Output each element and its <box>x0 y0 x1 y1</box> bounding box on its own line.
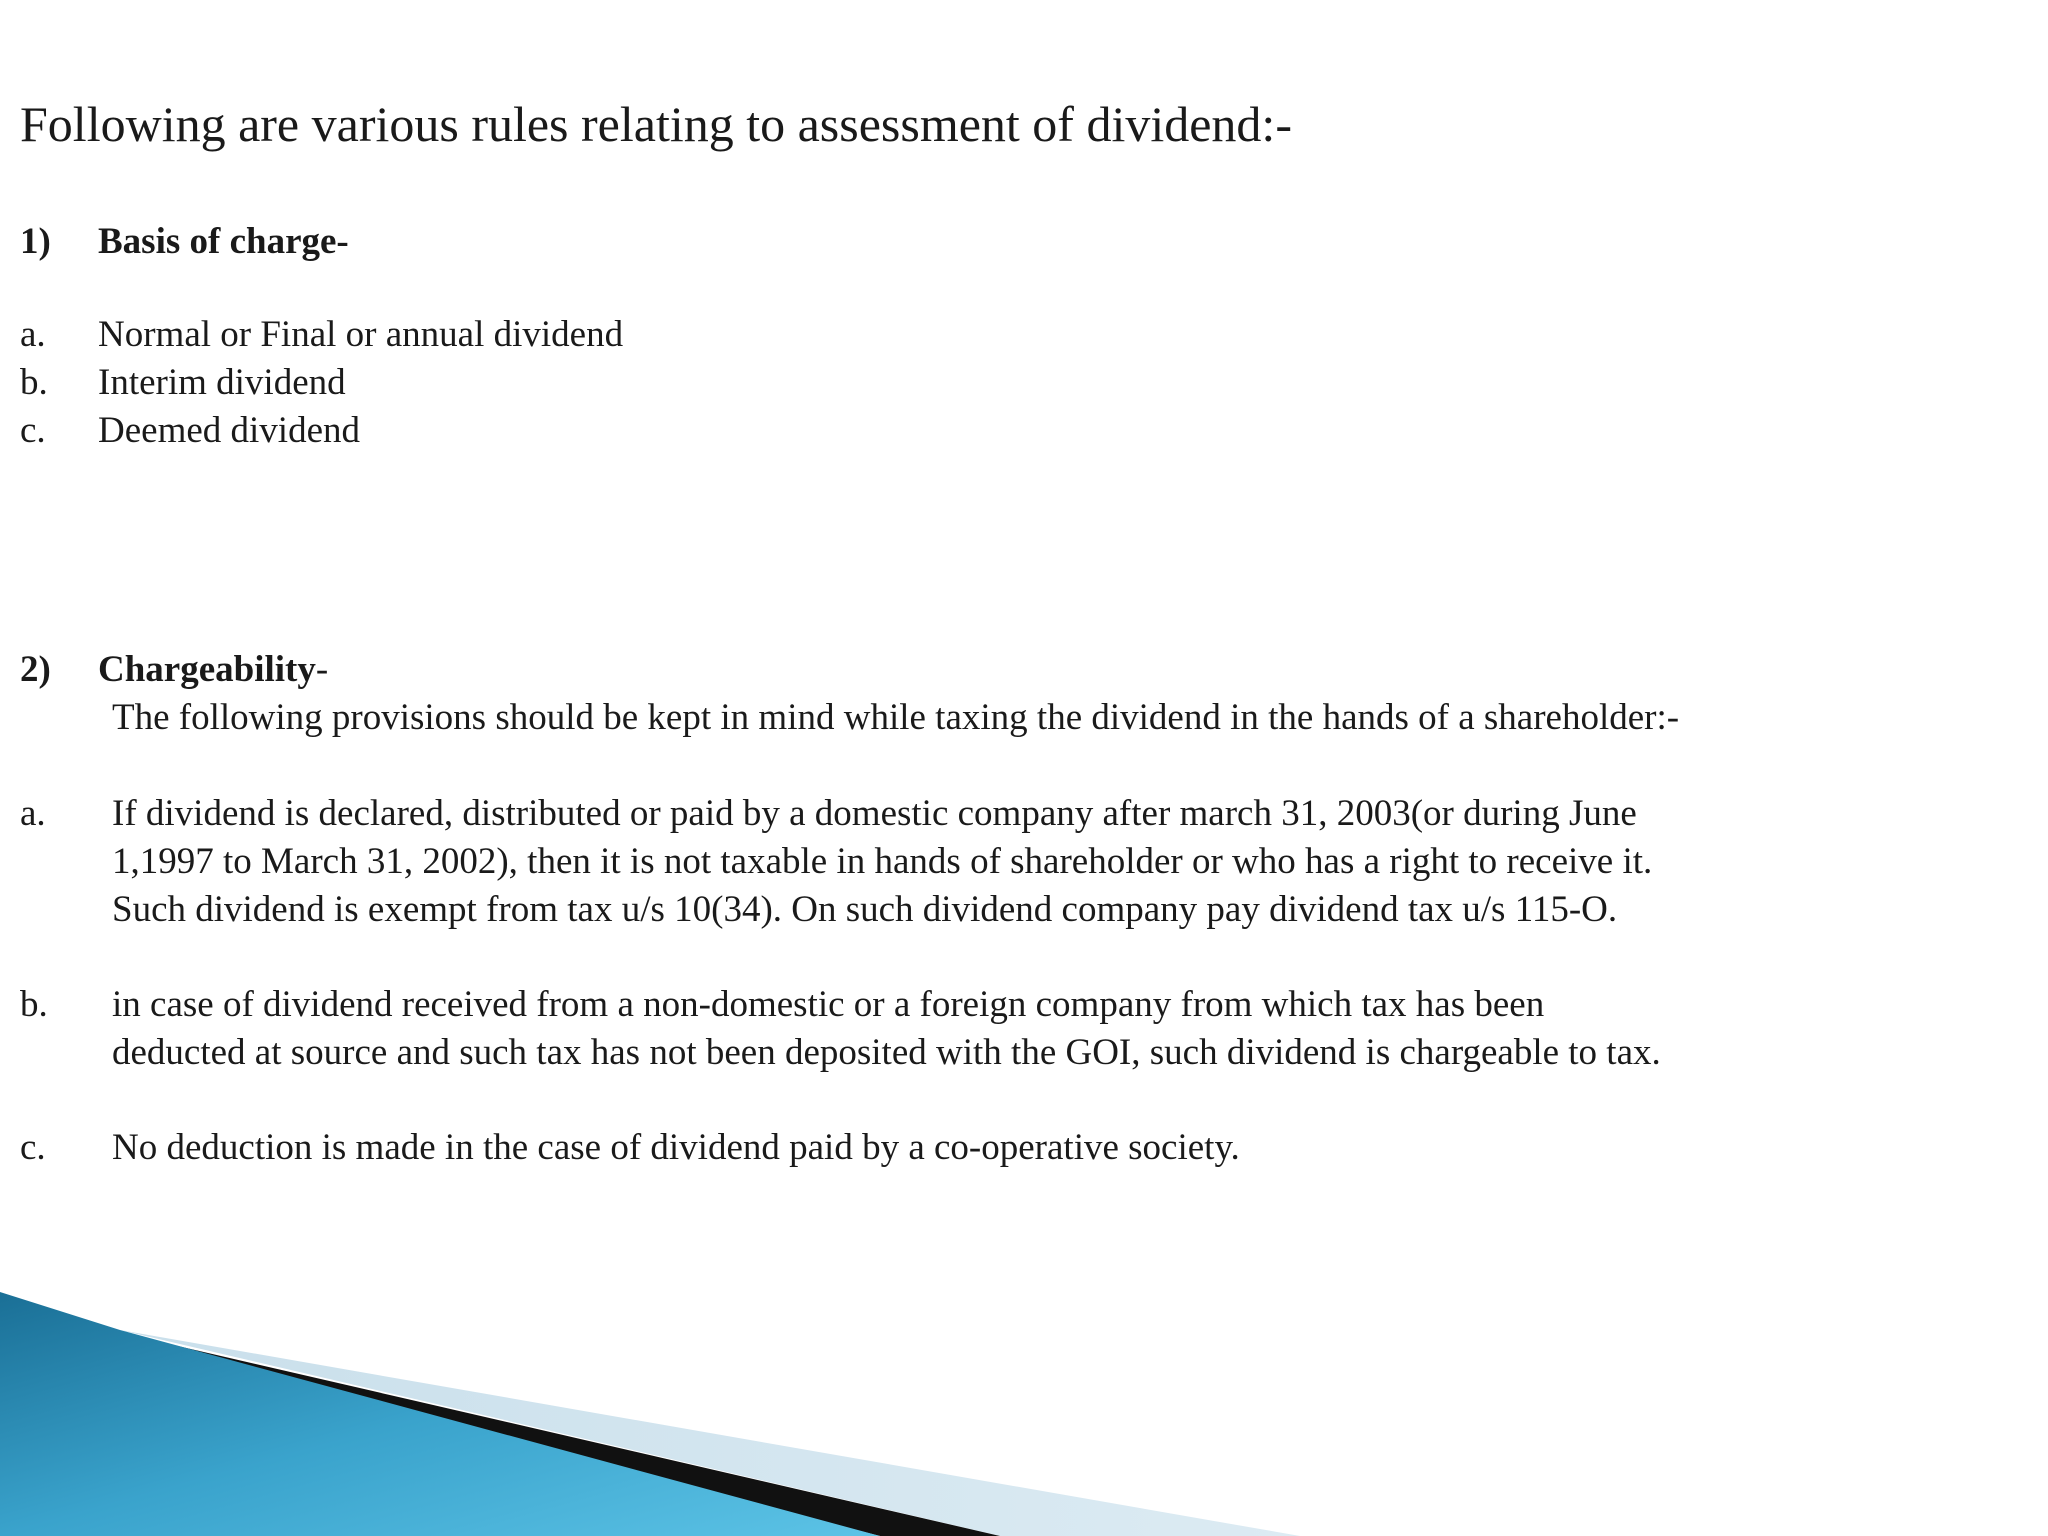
item-text: Normal or Final or annual dividend <box>98 314 624 355</box>
decorative-swoosh <box>0 1280 2048 1536</box>
para-line: No deduction is made in the case of dividend paid by a co-operative society. <box>112 1127 1240 1168</box>
section-1-number: 1) <box>20 221 51 262</box>
section-2-intro: The following provisions should be kept in mind while taxing the dividend in the hands of a shareholder:- <box>112 697 1680 738</box>
section-2-item-c-text <box>112 1124 2012 1172</box>
section-2-item-c-marker: c. <box>20 1127 46 1168</box>
section-2-item-b-text <box>112 981 2012 1077</box>
slide-heading: Following are various rules relating to assessment of dividend:- <box>20 96 1292 152</box>
section-2-title: Chargeability <box>98 649 316 690</box>
para-line: deducted at source and such tax has not been deposited with the GOI, such dividend is chargeable to tax. <box>112 1032 1661 1073</box>
item-marker: b. <box>20 362 48 403</box>
section-2-title-wrap <box>98 646 328 694</box>
item-marker: c. <box>20 410 46 451</box>
section-2-item-b-marker: b. <box>20 984 48 1025</box>
section-1-title: Basis of charge- <box>98 221 349 262</box>
item-text: Interim dividend <box>98 362 346 403</box>
para-line: in case of dividend received from a non-domestic or a foreign company from which tax has been <box>112 984 1545 1025</box>
para-line: Such dividend is exempt from tax u/s 10(34). On such dividend company pay dividend tax u/s 115-O. <box>112 889 1618 930</box>
para-line: If dividend is declared, distributed or paid by a domestic company after march 31, 2003(or during June <box>112 793 1637 834</box>
item-marker: a. <box>20 314 46 355</box>
section-2-item-a-text <box>112 790 2012 934</box>
section-2-item-a-marker: a. <box>20 793 46 834</box>
para-line: 1,1997 to March 31, 2002), then it is not taxable in hands of shareholder or who has a right to receive it. <box>112 841 1653 882</box>
section-2-number: 2) <box>20 649 51 690</box>
section-2-title-suffix: - <box>315 649 329 690</box>
item-text: Deemed dividend <box>98 410 360 451</box>
